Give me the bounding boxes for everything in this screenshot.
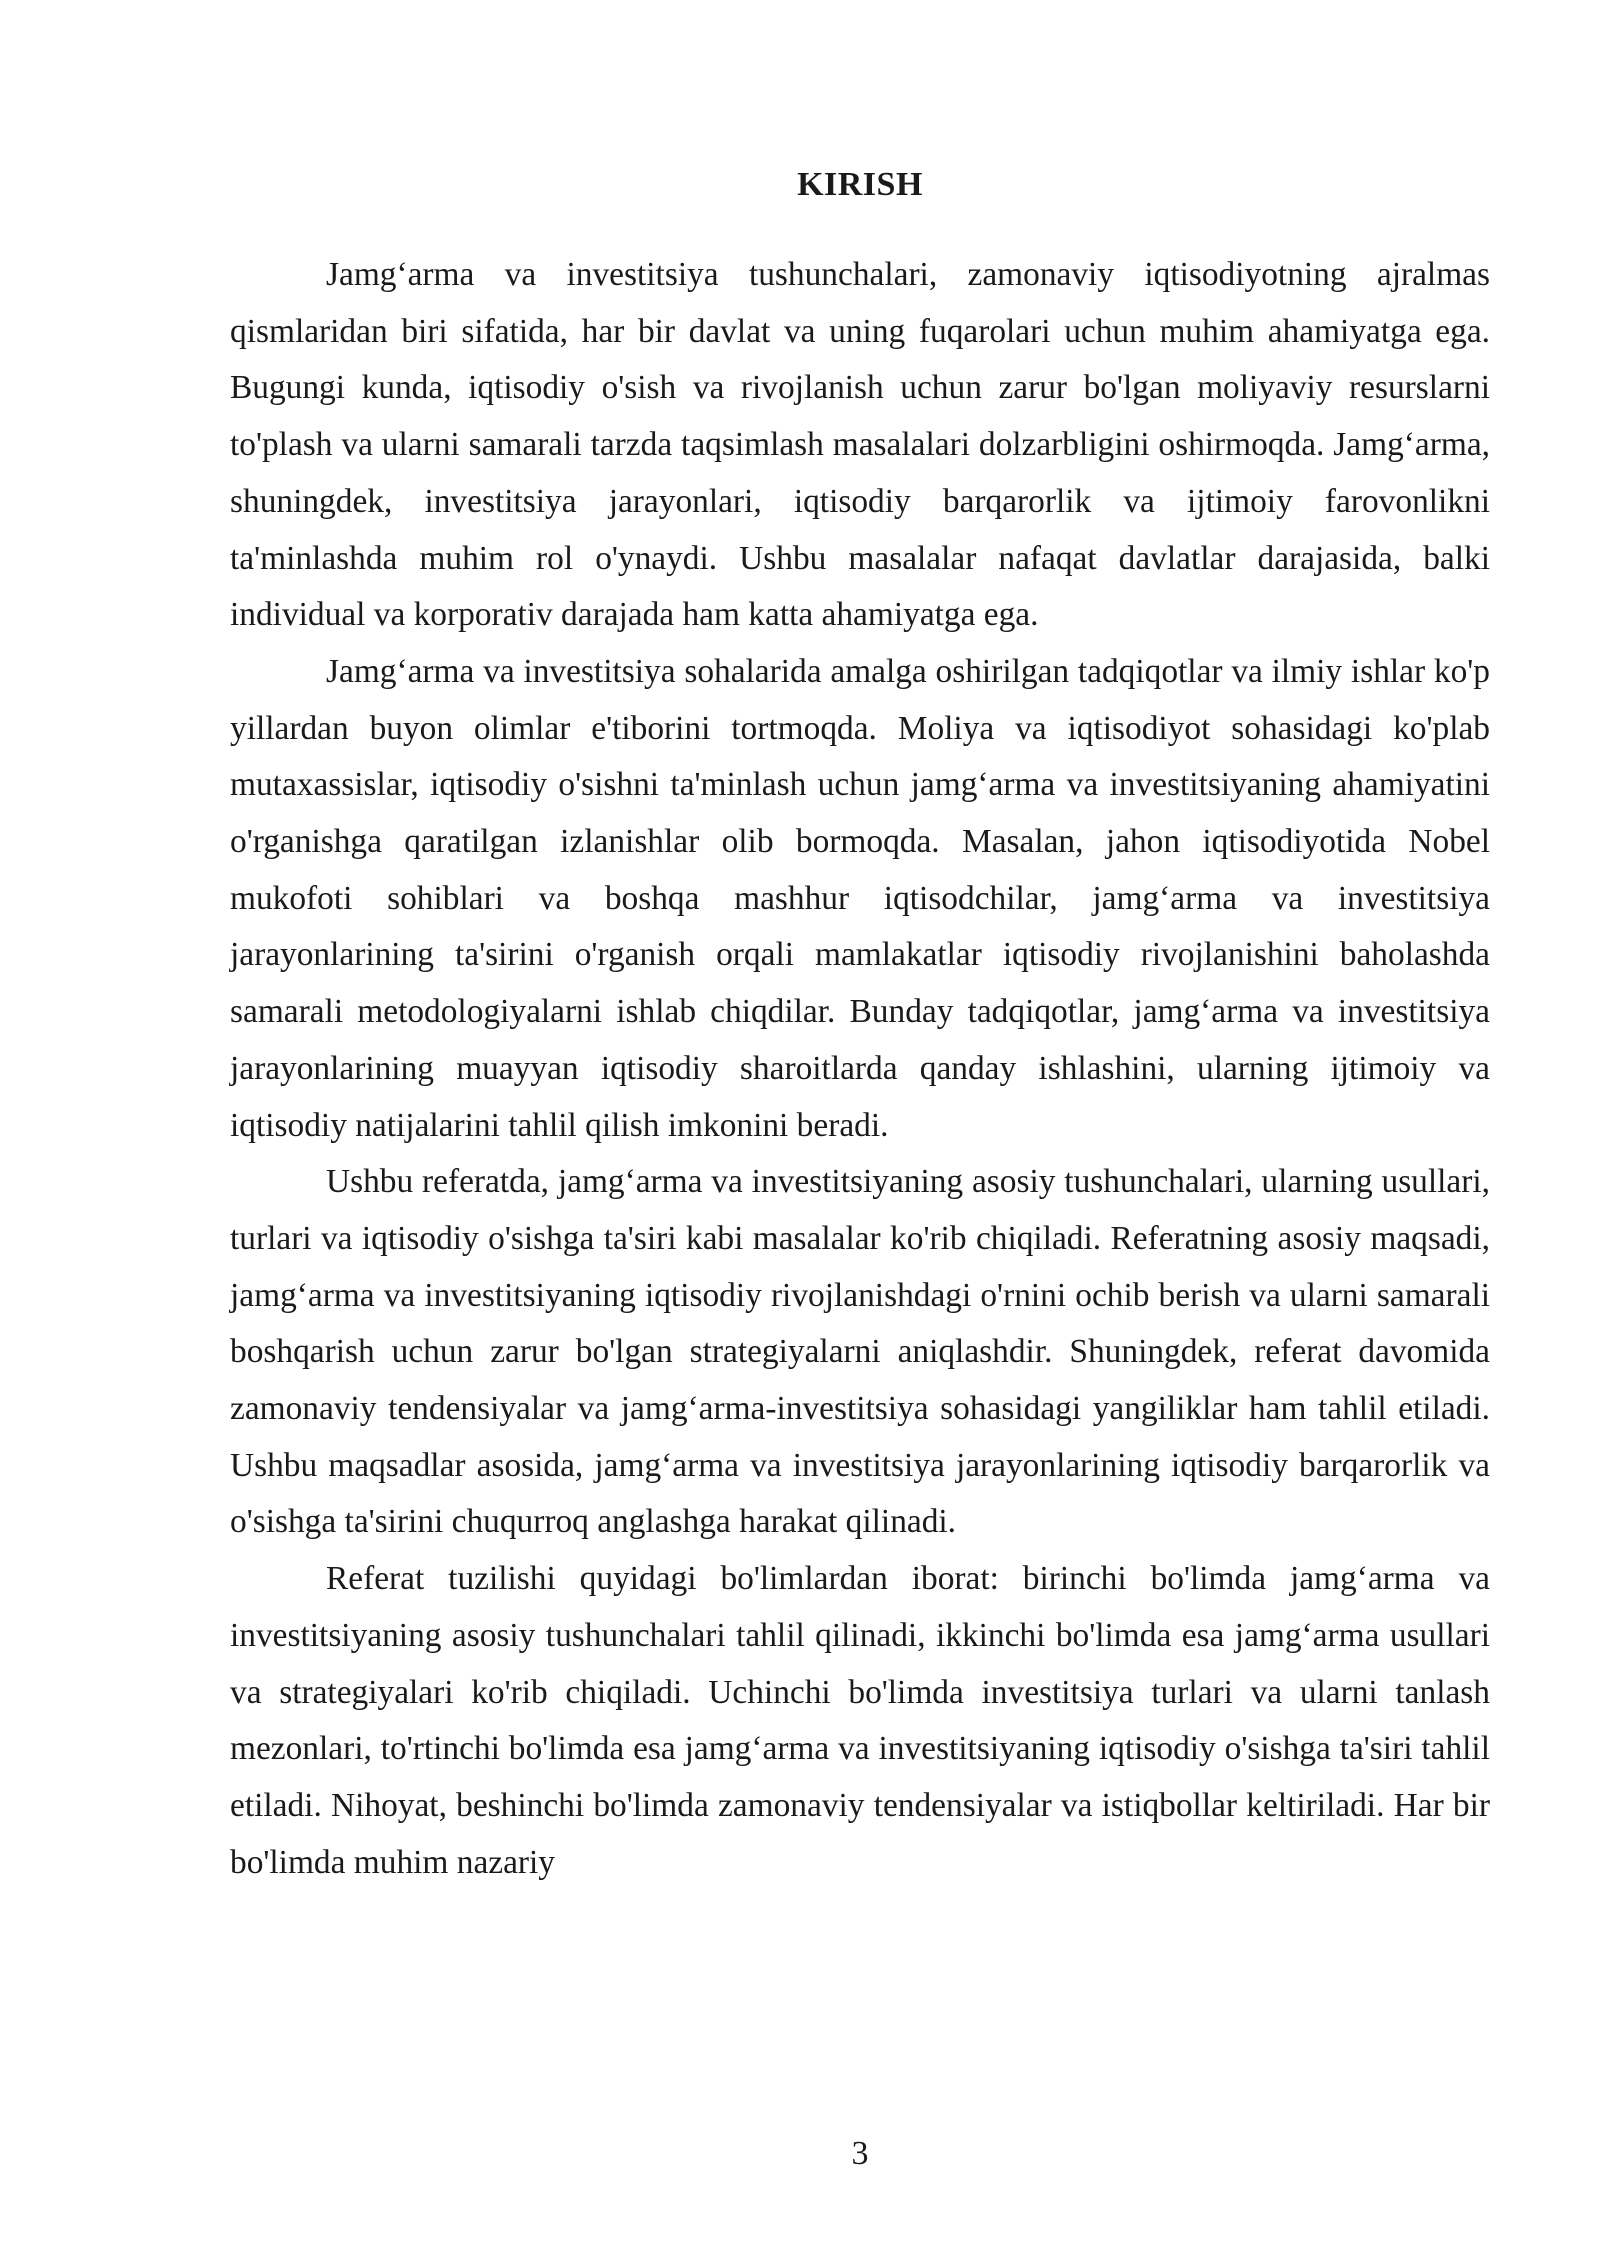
paragraph-3: Ushbu referatda, jamg‘arma va investitsiyaning asosiy tushunchalari, ularning usullari, turlari va iqtisodiy o'sishga ta'siri kabi masalalar ko'rib chiqiladi. Referatning asosiy maqsadi, jamg‘arma va investitsiyaning iqtisodiy rivojlanishdagi o'rnini ochib berish va ularni samarali boshqarish uchun zarur bo'lgan strategiyalarni aniqlashdir. Shuningdek, referat davomida zamonaviy tendensiyalar va jamg‘arma-investitsiya sohasidagi yangiliklar ham tahlil etiladi. Ushbu maqsadlar asosida, jamg‘arma va investitsiya jarayonlarining iqtisodiy barqarorlik va o'sishga ta'sirini chuqurroq anglashga harakat qilinadi.: [230, 1163, 1490, 1541]
paragraph-1: Jamg‘arma va investitsiya tushunchalari, zamonaviy iqtisodiyotning ajralmas qismlaridan biri sifatida, har bir davlat va uning fuqarolari uchun muhim ahamiyatga ega. Bugungi kunda, iqtisodiy o'sish va rivojlanish uchun zarur bo'lgan moliyaviy resurslarni to'plash va ularni samarali tarzda taqsimlash masalalari dolzarbligini oshirmoqda. Jamg‘arma, shuningdek, investitsiya jarayonlari, iqtisodiy barqarorlik va ijtimoiy farovonlikni ta'minlashda muhim rol o'ynaydi. Ushbu masalalar nafaqat davlatlar darajasida, balki individual va korporativ darajada ham katta ahamiyatga ega.: [230, 256, 1490, 634]
section-title: KIRISH: [797, 166, 923, 203]
paragraph-2: Jamg‘arma va investitsiya sohalarida amalga oshirilgan tadqiqotlar va ilmiy ishlar ko'p yillardan buyon olimlar e'tiborini tortmoqda. Moliya va iqtisodiyot sohasidagi ko'plab mutaxassislar, iqtisodiy o'sishni ta'minlash uchun jamg‘arma va investitsiyaning ahamiyatini o'rganishga qaratilgan izlanishlar olib bormoqda. Masalan, jahon iqtisodiyotida Nobel mukofoti sohiblari va boshqa mashhur iqtisodchilar, jamg‘arma va investitsiya jarayonlarining ta'sirini o'rganish orqali mamlakatlar iqtisodiy rivojlanishini baholashda samarali metodologiyalarni ishlab chiqdilar. Bunday tadqiqotlar, jamg‘arma va investitsiya jarayonlarining muayyan iqtisodiy sharoitlarda qanday ishlashini, ularning ijtimoiy va iqtisodiy natijalarini tahlil qilish imkonini beradi.: [230, 652, 1490, 1144]
paragraph-4: Referat tuzilishi quyidagi bo'limlardan iborat: birinchi bo'limda jamg‘arma va investitsiyaning asosiy tushunchalari tahlil qilinadi, ikkinchi bo'limda esa jamg‘arma usullari va strategiyalari ko'rib chiqiladi. Uchinchi bo'limda investitsiya turlari va ularni tanlash mezonlari, to'rtinchi bo'limda esa jamg‘arma va investitsiyaning iqtisodiy o'sishga ta'siri tahlil etiladi. Nihoyat, beshinchi bo'limda zamonaviy tendensiyalar va istiqbollar keltiriladi. Har bir bo'limda muhim nazariy: [230, 1560, 1490, 1881]
body-text: [230, 247, 1490, 1891]
page-number: 3: [851, 2135, 869, 2172]
